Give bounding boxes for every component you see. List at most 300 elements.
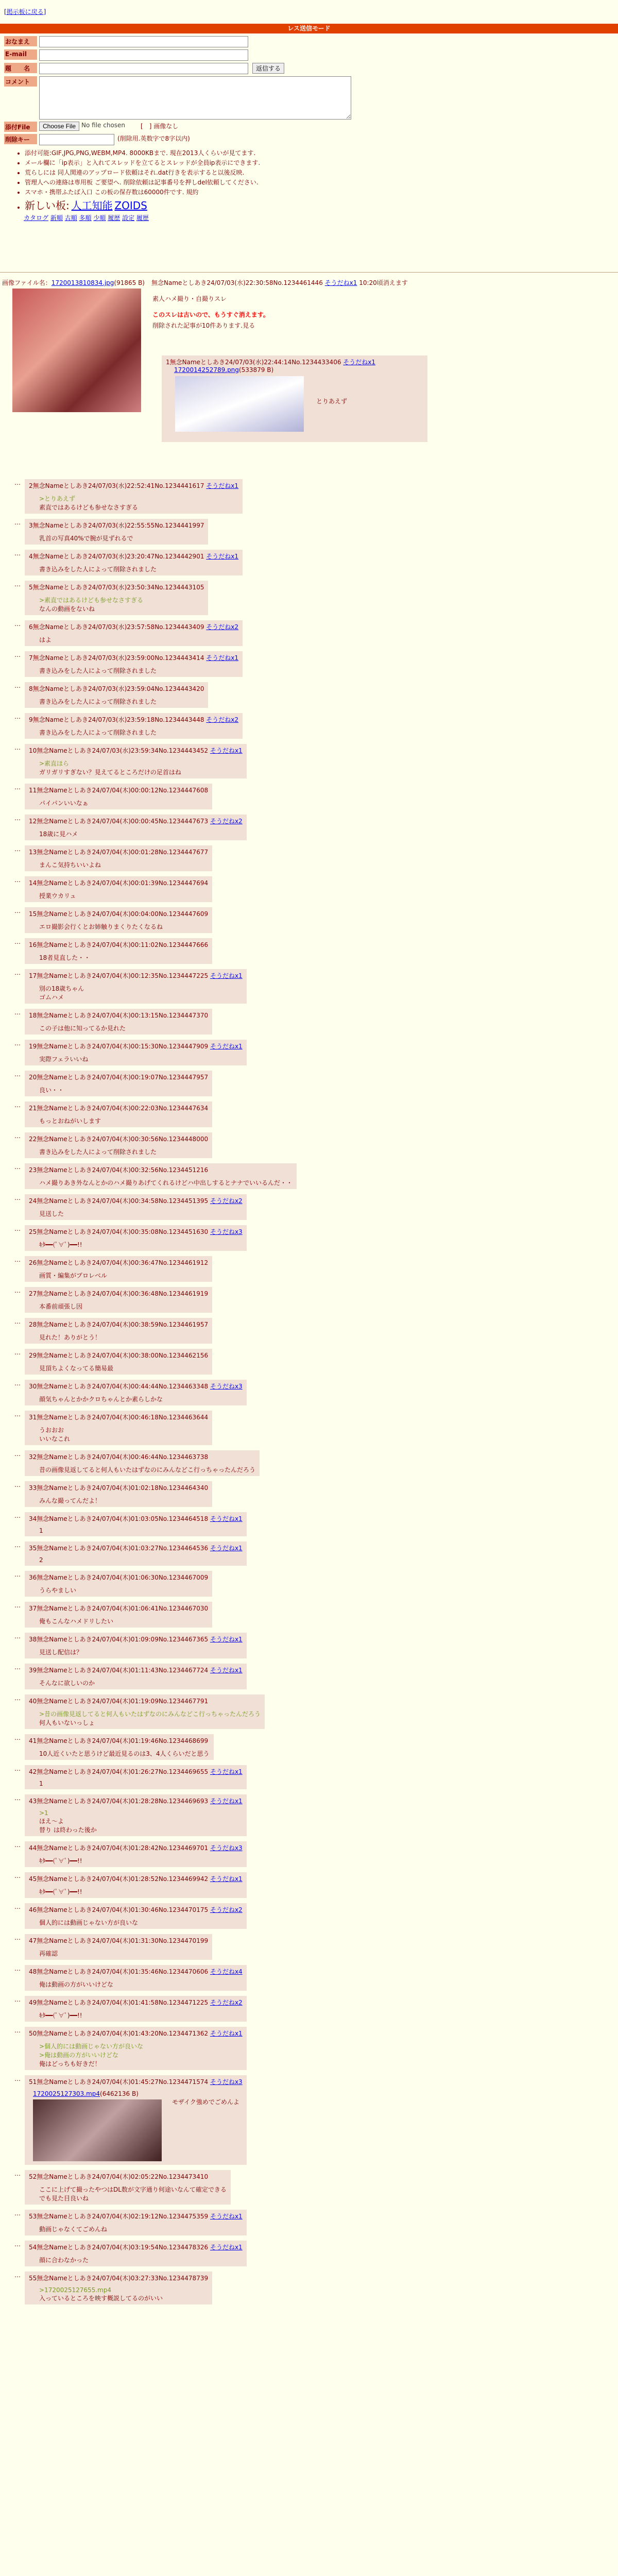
reply-post	[14, 1934, 607, 1960]
sodane-button[interactable]: そうだねx2	[210, 1906, 243, 1913]
reply-post	[14, 1411, 607, 1445]
reply-header-text: 43無念Nameとしあき24/07/04(木)01:28:28No.1234469693	[29, 1798, 209, 1805]
reply-header-text: 25無念Nameとしあき24/07/04(木)00:35:08No.1234451630	[29, 1228, 209, 1235]
reply-header-text: 12無念Nameとしあき24/07/04(木)00:00:45No.1234447673	[29, 818, 209, 825]
reply-box	[25, 1256, 212, 1282]
settings-link[interactable]: 設定	[122, 214, 135, 222]
reply-header	[29, 1843, 243, 1852]
file-label-text: 画像ファイル名：	[2, 279, 52, 286]
reply-box	[25, 2075, 247, 2165]
reply-header-text: 29無念Nameとしあき24/07/04(木)00:38:00No.1234462156	[29, 1352, 209, 1359]
reply-dash: …	[14, 1287, 21, 1294]
reply-box	[25, 938, 212, 964]
sort-many-link[interactable]: 多順	[79, 214, 92, 222]
reply-header-text: 24無念Nameとしあき24/07/04(木)00:34:58No.1234451395	[29, 1197, 209, 1205]
news-link-ai[interactable]: 人工知能	[71, 199, 113, 212]
reply-dash: …	[14, 1541, 21, 1549]
reply-header	[29, 1666, 243, 1674]
reply-header	[29, 878, 208, 887]
sodane-button[interactable]: そうだねx1	[210, 2244, 243, 2251]
reply-header	[29, 786, 208, 794]
reply-header-text: 18無念Nameとしあき24/07/04(木)00:13:15No.1234447370	[29, 1012, 209, 1019]
reply-text: 何人もいないっしょ	[39, 1719, 95, 1726]
email-input[interactable]	[39, 49, 248, 61]
reply-dash: …	[14, 845, 21, 853]
reply-text: 書き込みをした人によって削除されました	[39, 566, 157, 573]
reply-text: 18者見直した・・	[39, 954, 91, 961]
reply-thumbnail[interactable]	[33, 2099, 162, 2161]
reply-post	[14, 1694, 607, 1729]
subject-input[interactable]	[39, 63, 248, 74]
reply-post	[14, 744, 607, 778]
reply-header-text: 26無念Nameとしあき24/07/04(木)00:36:47No.1234461912	[29, 1259, 209, 1266]
reply-post	[14, 1633, 607, 1658]
reply-header-text: 40無念Nameとしあき24/07/04(木)01:19:09No.1234467791	[29, 1698, 209, 1705]
rule-item: • 添付可能:GIF,JPG,PNG,WEBM,MP4. 8000KBまで. 現在2013人くらいが見てます.	[25, 148, 396, 157]
reply-box	[25, 1996, 247, 2022]
reply-dash: …	[14, 1256, 21, 1263]
reply-text: みんな撮ってんだよ！	[39, 1497, 101, 1504]
reply-dash: …	[14, 1349, 21, 1356]
sodane-button[interactable]: そうだねx1	[210, 1798, 243, 1805]
reply-text: 1	[39, 1780, 43, 1787]
reply-text: この子は他に知ってるか見れた	[39, 1025, 126, 1032]
reply-list	[14, 479, 607, 2310]
reply-text: もっとおねがいします	[39, 1117, 101, 1125]
history-link[interactable]: 履歴	[108, 214, 121, 222]
reply-box	[25, 1225, 247, 1251]
reply-header-text: 51無念Nameとしあき24/07/04(木)01:45:27No.1234471574	[29, 2078, 209, 2086]
reply-1-text: とりあえず	[316, 398, 348, 405]
reply-header-text: 31無念Nameとしあき24/07/04(木)00:46:18No.1234463644	[29, 1414, 209, 1421]
catalog-link[interactable]: カタログ	[24, 214, 49, 222]
delkey-note: (削除用.英数字で8字以内)	[117, 135, 190, 142]
reply-1-thumbnail[interactable]	[175, 376, 304, 432]
reply-dash: …	[14, 1132, 21, 1140]
reply-header-text: 49無念Nameとしあき24/07/04(木)01:41:58No.1234471225	[29, 1999, 209, 2006]
reply-header	[29, 2172, 227, 2181]
reply-file-link[interactable]: 1720025127303.mp4	[33, 2090, 100, 2097]
reply-post	[14, 1450, 607, 1476]
reply-header	[29, 552, 238, 561]
op-header-text: 無念Nameとしあき24/07/03(水)22:30:58No.1234461446	[151, 279, 323, 286]
sodane-button[interactable]: そうだねx1	[210, 1636, 243, 1643]
reply-box	[25, 876, 212, 902]
sodane-button[interactable]: そうだねx1	[210, 747, 243, 754]
reply-post	[14, 907, 607, 933]
reply-post	[14, 2272, 607, 2304]
reply-header-text: 32無念Nameとしあき24/07/04(木)00:46:44No.1234463738	[29, 1453, 209, 1461]
reply-header	[29, 2077, 243, 2086]
reply-dash: …	[14, 682, 21, 689]
reply-header	[29, 1767, 243, 1776]
reply-file-size: (6462136 B)	[100, 2090, 139, 2097]
sodane-button[interactable]: そうだねx1	[206, 553, 239, 560]
reply-post	[14, 1071, 607, 1096]
reply-dash: …	[14, 1571, 21, 1578]
reply-post	[14, 1841, 607, 1867]
reply-dash: …	[14, 2027, 21, 2034]
reply-box	[25, 1009, 212, 1035]
reply-post	[14, 1132, 607, 1158]
no-image-checkbox[interactable]: [ ] 画像なし	[141, 123, 179, 130]
reply-post	[14, 1101, 607, 1127]
reply-header-text: 9無念Nameとしあき24/07/03(水)23:59:18No.1234443448	[29, 716, 204, 723]
reply-header-text: 15無念Nameとしあき24/07/04(木)00:04:00No.1234447609	[29, 910, 209, 918]
reply-dash: …	[14, 1225, 21, 1232]
reply-post	[14, 2210, 607, 2235]
reply-dash: …	[14, 2170, 21, 2177]
reply-header-text: 34無念Nameとしあき24/07/04(木)01:03:05No.1234464518	[29, 1515, 209, 1522]
sodane-button[interactable]: そうだねx2	[210, 818, 243, 825]
reply-dash: …	[14, 969, 21, 976]
reply-post	[14, 1194, 607, 1220]
reply-box	[25, 1664, 247, 1689]
reply-dash: …	[14, 1734, 21, 1741]
reply-post	[14, 581, 607, 615]
op-expire-notice: このスレは古いので、もうすぐ消えます。	[152, 311, 269, 318]
reply-text: 乳首の写真40%で腕が見ずれるで	[39, 535, 133, 542]
reply-post	[14, 1040, 607, 1065]
reply-post	[14, 1287, 607, 1313]
reply-header	[29, 2243, 243, 2251]
reply-box	[25, 969, 247, 1004]
reply-dash: …	[14, 1009, 21, 1016]
reply-box	[25, 1734, 214, 1760]
reply-header-text: 16無念Nameとしあき24/07/04(木)00:11:02No.1234447666	[29, 941, 209, 948]
sodane-button[interactable]: そうだねx1	[210, 1667, 243, 1674]
choose-file-button[interactable]: Choose File	[39, 122, 79, 131]
reply-text: 再確認	[39, 1950, 58, 1957]
reply-header	[29, 848, 208, 856]
reply-post	[14, 2241, 607, 2266]
reply-header-text: 47無念Nameとしあき24/07/04(木)01:31:30No.1234470199	[29, 1937, 209, 1944]
reply-text: 俺もこんなハメドリしたい	[39, 1618, 114, 1625]
reply-header	[29, 1514, 243, 1523]
reply-header-text: 46無念Nameとしあき24/07/04(木)01:30:46No.1234470175	[29, 1906, 209, 1913]
sodane-button[interactable]: そうだねx2	[206, 623, 239, 631]
reply-box	[25, 1794, 247, 1836]
sodane-button[interactable]: そうだねx3	[210, 1228, 243, 1235]
reply-box	[25, 1694, 265, 1729]
sodane-button[interactable]: そうだねx1	[206, 654, 239, 662]
sort-few-link[interactable]: 少順	[93, 214, 106, 222]
reply-header-text: 3無念Nameとしあき24/07/03(水)22:55:55No.1234441997	[29, 522, 204, 529]
reply-header	[29, 1736, 210, 1745]
submit-reply-button[interactable]: 返信する	[252, 63, 284, 74]
op-header	[151, 278, 408, 287]
sodane-button[interactable]: そうだねx1	[210, 1768, 243, 1775]
reply-box	[25, 1765, 247, 1789]
reply-dash: …	[14, 1101, 21, 1109]
reply-box	[25, 1163, 297, 1189]
reply-dash: …	[14, 1450, 21, 1458]
reply-header-text: 41無念Nameとしあき24/07/04(木)01:19:46No.1234468699	[29, 1737, 209, 1744]
reply-box	[25, 1349, 212, 1375]
reply-post	[14, 2170, 607, 2205]
delkey-input[interactable]	[39, 134, 114, 145]
reply-dash: …	[14, 1765, 21, 1772]
reply-post	[14, 1602, 607, 1628]
reply-post	[14, 1380, 607, 1405]
reply-post	[14, 1765, 607, 1789]
divider	[0, 272, 618, 273]
reply-dash: …	[14, 1965, 21, 1972]
reply-dash: …	[14, 744, 21, 751]
reply-header-text: 11無念Nameとしあき24/07/04(木)00:00:12No.1234447608	[29, 787, 209, 794]
reply-text: ｷﾀ━━(ﾟ∀ﾟ)━━!!	[39, 1857, 82, 1865]
op-file-size: (91865 B)	[114, 279, 145, 286]
reply-1-header: 1無念Nameとしあき24/07/03(水)22:44:14No.1234433406	[166, 359, 341, 366]
reply-text: 顔気ちゃんとかかクロちゃんとか素らしかな	[39, 1396, 163, 1403]
reply-header-text: 54無念Nameとしあき24/07/04(木)03:19:54No.1234478326	[29, 2244, 209, 2251]
reply-box	[25, 907, 212, 933]
reply-dash: …	[14, 1194, 21, 1201]
name-label: おなまえ	[4, 36, 37, 46]
reply-post	[14, 1571, 607, 1597]
reply-header-text: 28無念Nameとしあき24/07/04(木)00:38:59No.1234461957	[29, 1321, 209, 1328]
sort-old-link[interactable]: 古順	[64, 214, 77, 222]
sodane-button[interactable]: そうだねx3	[210, 2078, 243, 2086]
reply-box	[25, 1318, 212, 1344]
board-rules	[25, 148, 396, 212]
reply-header-text: 38無念Nameとしあき24/07/04(木)01:09:09No.1234467365	[29, 1636, 209, 1643]
reply-header	[29, 1042, 243, 1050]
reply-box	[25, 1287, 212, 1313]
reply-header-text: 17無念Nameとしあき24/07/04(木)00:12:35No.1234447225	[29, 972, 209, 979]
reply-dash: …	[14, 479, 21, 486]
reply-dash: …	[14, 1411, 21, 1418]
sodane-button[interactable]: そうだねx3	[210, 1844, 243, 1852]
reply-post	[14, 1225, 607, 1251]
reply-header	[29, 1134, 208, 1143]
reply-text: 顔に合わなかった	[39, 2257, 89, 2264]
reply-box	[25, 1934, 212, 1960]
delkey-label: 削除キー	[4, 134, 37, 144]
reply-post	[14, 2075, 607, 2165]
reply-post	[14, 1318, 607, 1344]
reply-box	[25, 1411, 212, 1445]
reply-post	[14, 1903, 607, 1929]
reply-box	[25, 2210, 247, 2235]
sodane-button[interactable]: そうだねx1	[206, 482, 239, 489]
reply-header-text: 2無念Nameとしあき24/07/03(水)22:52:41No.1234441617	[29, 482, 204, 489]
reply-post	[14, 1481, 607, 1507]
reply-header	[29, 1604, 208, 1613]
reply-header-text: 44無念Nameとしあき24/07/04(木)01:28:42No.1234469701	[29, 1844, 209, 1852]
reply-box	[25, 519, 208, 545]
reply-post	[14, 1664, 607, 1689]
sodane-button[interactable]: そうだねx1	[210, 1875, 243, 1883]
reply-post	[14, 651, 607, 677]
reply-header	[29, 521, 204, 530]
reply-text: そんなに欲しいのか	[39, 1680, 95, 1687]
reply-text: 18歳に見ハメ	[39, 831, 78, 838]
reply-text: ここに上げて撮ったやつはDL数が文字通り何途いなんて確定できる でも見た目良いね	[39, 2186, 227, 2202]
comment-textarea[interactable]	[39, 76, 351, 120]
reply-box	[25, 1571, 212, 1597]
op-thumbnail[interactable]	[12, 289, 141, 412]
reply-header-text: 52無念Nameとしあき24/07/04(木)02:05:22No.1234473410	[29, 2173, 209, 2180]
reply-box	[25, 1633, 247, 1658]
reply-text: モザイク強めでごめんよ	[172, 2098, 239, 2106]
reply-header	[29, 583, 204, 591]
name-input[interactable]	[39, 36, 248, 47]
reply-header	[29, 1905, 243, 1914]
reply-post	[14, 713, 607, 739]
reply-header-text: 42無念Nameとしあき24/07/04(木)01:26:27No.1234469655	[29, 1768, 209, 1775]
reply-header-text: 50無念Nameとしあき24/07/04(木)01:43:20No.1234471362	[29, 2030, 209, 2037]
reply-box	[25, 1450, 260, 1476]
sodane-button[interactable]: そうだねx1	[210, 2213, 243, 2220]
reply-text: 良い・・	[39, 1087, 64, 1094]
sodane-button[interactable]: そうだねx1	[210, 2030, 243, 2037]
reply-header-text: 48無念Nameとしあき24/07/04(木)01:35:46No.1234470606	[29, 1968, 209, 1975]
reply-header-text: 22無念Nameとしあき24/07/04(木)00:30:56No.1234448000	[29, 1136, 209, 1143]
reply-post	[14, 1163, 607, 1189]
sodane-button[interactable]: そうだねx3	[210, 1383, 243, 1390]
reply-header-text: 10無念Nameとしあき24/07/03(水)23:59:34No.1234443452	[29, 747, 209, 754]
reply-post	[14, 2027, 607, 2070]
reply-header	[29, 1351, 208, 1360]
reply-header-text: 23無念Nameとしあき24/07/04(木)00:32:56No.1234451216	[29, 1166, 209, 1174]
reply-header-text: 33無念Nameとしあき24/07/04(木)01:02:18No.1234464340	[29, 1484, 209, 1492]
op-file-link[interactable]: 1720013810834.jpg	[51, 279, 114, 286]
sodane-button[interactable]: そうだねx1	[210, 1043, 243, 1050]
rule-item: • メール欄に「ip表示」と入れてスレッドを立てるとスレッドが全員ip表示にできます.	[25, 158, 396, 167]
reply-header	[29, 1635, 243, 1643]
reply-box	[25, 550, 243, 575]
reply-post	[14, 1794, 607, 1836]
op-post	[2, 278, 610, 479]
reply-header	[29, 1104, 208, 1112]
reply-text: なんの動画をないね	[39, 605, 95, 613]
reply-text: 本番前頑張し因	[39, 1303, 83, 1310]
reply-header	[29, 1196, 243, 1205]
reply-text: 俺はどっちも好きだ！	[39, 2060, 101, 2067]
reply-header-text: 37無念Nameとしあき24/07/04(木)01:06:41No.1234467030	[29, 1605, 209, 1612]
reply-post	[14, 682, 607, 708]
reply-dash: …	[14, 620, 21, 628]
reply-text: 個人的には動画じゃない方が良いな	[39, 1919, 139, 1926]
reply-text: ガリガリすぎない？見えてるところだけの足首はね	[39, 769, 181, 776]
reply-header	[29, 1382, 243, 1391]
op-text: 素人ハメ撮り・自撮りスレ	[152, 295, 227, 302]
reply-quote: >1720025127655.mp4	[39, 2286, 112, 2294]
reply-post	[14, 1872, 607, 1898]
reply-text: 書き込みをした人によって削除されました	[39, 698, 157, 705]
reply-post	[14, 876, 607, 902]
rule-item: • スマホ・携帯ふたば入口 この板の保存数は60000件です. 規約	[25, 188, 396, 196]
reply-header-text: 55無念Nameとしあき24/07/04(木)03:27:33No.1234478739	[29, 2275, 209, 2282]
reply-header	[29, 622, 238, 631]
reply-text: 昔の画像見返してると何人もいたはずなのにみんなどこ行っちゃったんだろう	[39, 1466, 256, 1473]
reply-header-text: 35無念Nameとしあき24/07/04(木)01:03:27No.1234464536	[29, 1545, 209, 1552]
reply-header	[29, 1165, 293, 1174]
op-sodane-button[interactable]: そうだねx1	[324, 279, 357, 286]
sodane-button[interactable]: そうだねx1	[210, 1545, 243, 1552]
sodane-button[interactable]: そうだねx1	[210, 1515, 243, 1522]
reply-dash: …	[14, 1664, 21, 1671]
reply-header	[29, 1413, 208, 1421]
reply-box	[25, 2272, 212, 2304]
reply-header-text: 4無念Nameとしあき24/07/03(水)23:20:47No.1234442901	[29, 553, 204, 560]
comment-label: コメント	[4, 76, 37, 87]
file-label: 添付File	[4, 122, 37, 132]
reply-text: ほえ～よ 替り は終わった後か	[39, 1818, 97, 1834]
sodane-button[interactable]: そうだねx2	[210, 1999, 243, 2006]
op-body	[151, 278, 408, 330]
history-link-2[interactable]: 履歴	[136, 214, 149, 222]
reply-header-text: 19無念Nameとしあき24/07/04(木)00:15:30No.1234447909	[29, 1043, 209, 1050]
reply-box	[25, 1602, 212, 1628]
sort-new-link[interactable]: 新順	[50, 214, 63, 222]
reply-header-text: 53無念Nameとしあき24/07/04(木)02:19:12No.1234475359	[29, 2213, 209, 2220]
reply-text: 入っているところを映す概説してるのがいい	[39, 2295, 163, 2302]
file-status: No file chosen	[81, 122, 126, 129]
reply-dash: …	[14, 1602, 21, 1609]
back-to-board-link[interactable]: [掲示板に戻る]	[4, 8, 46, 15]
reply-dash: …	[14, 1872, 21, 1879]
reply-quote: >昔の画像見返してると何人もいたはずなのにみんなどこ行っちゃったんだろう	[39, 1710, 261, 1718]
reply-header-text: 30無念Nameとしあき24/07/04(木)00:44:44No.1234463348	[29, 1383, 209, 1390]
reply-text: エロ撮影会行くとお姉触りまくりたくなるね	[39, 923, 163, 930]
reply-dash: …	[14, 1071, 21, 1078]
reply-1-file-size: (533879 B)	[238, 366, 274, 374]
reply-dash: …	[14, 876, 21, 884]
reply-dash: …	[14, 1481, 21, 1488]
reply-text: 見頂ちよくなってる簡易最	[39, 1365, 114, 1372]
reply-post	[14, 1541, 607, 1566]
reply-box	[25, 1132, 212, 1158]
reply-header	[29, 2212, 243, 2221]
reply-box	[25, 744, 247, 778]
reply-header	[29, 1452, 255, 1461]
reply-header	[29, 817, 243, 825]
sodane-button[interactable]: そうだねx2	[210, 1197, 243, 1205]
reply-box	[25, 682, 208, 708]
reply-header	[29, 1797, 243, 1805]
reply-box	[25, 479, 243, 514]
reply-dash: …	[14, 519, 21, 526]
reply-1-sodane[interactable]: そうだねx1	[343, 359, 376, 366]
reply-text: 見れた！ありがとう！	[39, 1334, 101, 1341]
sodane-button[interactable]: そうだねx4	[210, 1968, 243, 1975]
reply-header	[29, 1258, 208, 1267]
reply-header-text: 8無念Nameとしあき24/07/03(水)23:59:04No.1234443420	[29, 685, 204, 692]
reply-quote: >とりあえず	[39, 495, 76, 502]
sodane-button[interactable]: そうだねx1	[210, 972, 243, 979]
reply-mode-banner: レス送信モード	[0, 24, 618, 33]
reply-dash: …	[14, 938, 21, 945]
reply-box	[25, 581, 208, 615]
reply-text: 別の18歳ちゃん ゴムハメ	[39, 985, 84, 1001]
sodane-button[interactable]: そうだねx2	[206, 716, 239, 723]
reply-header	[29, 1874, 243, 1883]
reply-header	[29, 1544, 243, 1552]
reply-text: 1	[39, 1527, 43, 1534]
reply-box	[25, 713, 243, 739]
reply-box	[25, 784, 212, 809]
reply-header	[29, 1483, 208, 1492]
reply-dash: …	[14, 2241, 21, 2248]
reply-1-file-link[interactable]: 1720014252789.png	[174, 366, 239, 374]
reply-header	[29, 909, 208, 918]
reply-box	[25, 1101, 212, 1127]
reply-dash: …	[14, 907, 21, 914]
reply-header	[29, 971, 243, 980]
news-link-zoids[interactable]: ZOIDS	[114, 199, 147, 212]
